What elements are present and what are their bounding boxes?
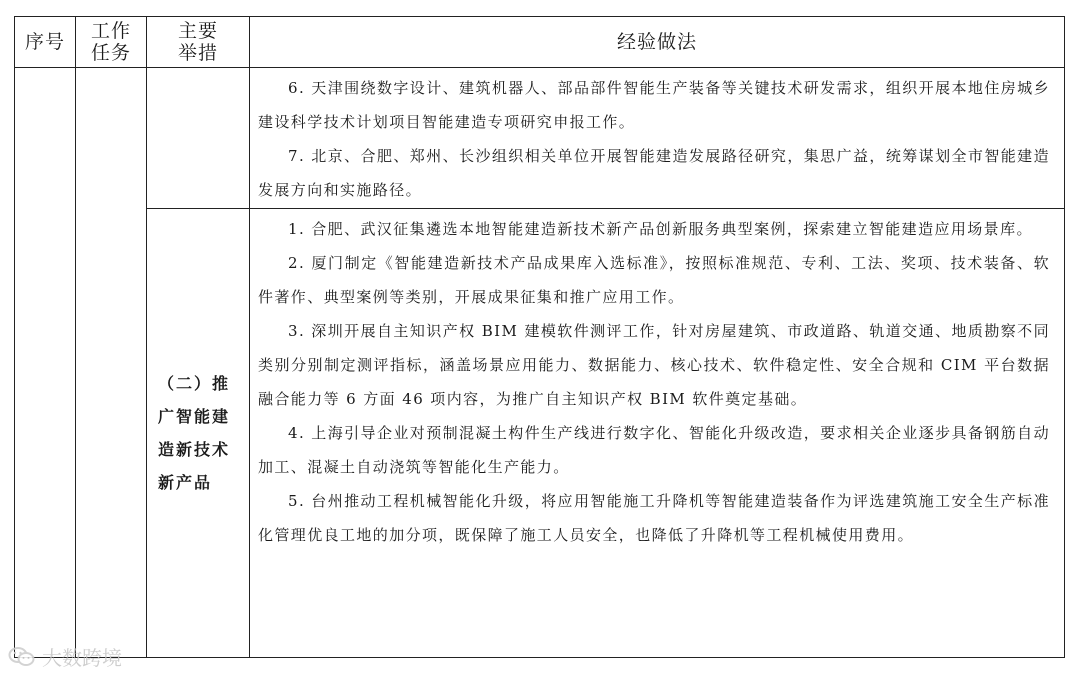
experience-item: 6. 天津围绕数字设计、建筑机器人、部品部件智能生产装备等关键技术研发需求，组织开展本地住房城乡建设科学技术计划项目智能建造专项研究申报工作。 bbox=[258, 79, 1050, 131]
experience-item: 4. 上海引导企业对预制混凝土构件生产线进行数字化、智能化升级改造，要求相关企业逐步具备钢筋自动加工、混凝土自动浇筑等智能化生产能力。 bbox=[258, 424, 1050, 476]
table-header-row bbox=[15, 17, 1065, 68]
experience-cell bbox=[250, 209, 1065, 658]
measure-label: （二）推广智能建造新技术新产品 bbox=[158, 374, 231, 492]
experience-table bbox=[14, 16, 1065, 658]
measure-cell bbox=[147, 68, 250, 209]
serial-number-cell bbox=[15, 68, 76, 658]
wechat-logo-icon bbox=[8, 645, 36, 669]
experience-item: 1. 合肥、武汉征集遴选本地智能建造新技术新产品创新服务典型案例，探索建立智能建造应用场景库。 bbox=[288, 220, 1033, 238]
work-task-cell bbox=[76, 68, 147, 658]
experience-item: 3. 深圳开展自主知识产权 BIM 建模软件测评工作，针对房屋建筑、市政道路、轨道交通、地质勘察不同类别分别制定测评指标，涵盖场景应用能力、数据能力、核心技术、软件稳定性、安全合规和 CIM 平台数据融合能力等 6 方面 46 项内容，为推广自主知识产权 BIM 软件奠定基础。 bbox=[258, 322, 1050, 408]
measure-cell bbox=[147, 209, 250, 658]
header-main-measures: 主要 举措 bbox=[147, 17, 250, 68]
watermark-text: 大数跨境 bbox=[42, 646, 122, 670]
experience-cell bbox=[250, 68, 1065, 209]
header-experience-practice: 经验做法 bbox=[250, 17, 1065, 68]
table-row bbox=[15, 209, 1065, 658]
experience-item: 2. 厦门制定《智能建造新技术产品成果库入选标准》，按照标准规范、专利、工法、奖项、技术装备、软件著作、典型案例等类别，开展成果征集和推广应用工作。 bbox=[258, 254, 1050, 306]
experience-item: 5. 台州推动工程机械智能化升级，将应用智能施工升降机等智能建造装备作为评选建筑施工安全生产标准化管理优良工地的加分项，既保障了施工人员安全，也降低了升降机等工程机械使用费用。 bbox=[258, 492, 1050, 544]
watermark bbox=[8, 642, 122, 671]
table-row bbox=[15, 68, 1065, 209]
header-serial-number: 序号 bbox=[15, 17, 76, 68]
header-work-task: 工作 任务 bbox=[76, 17, 147, 68]
experience-item: 7. 北京、合肥、郑州、长沙组织相关单位开展智能建造发展路径研究，集思广益，统筹谋划全市智能建造发展方向和实施路径。 bbox=[258, 147, 1050, 199]
